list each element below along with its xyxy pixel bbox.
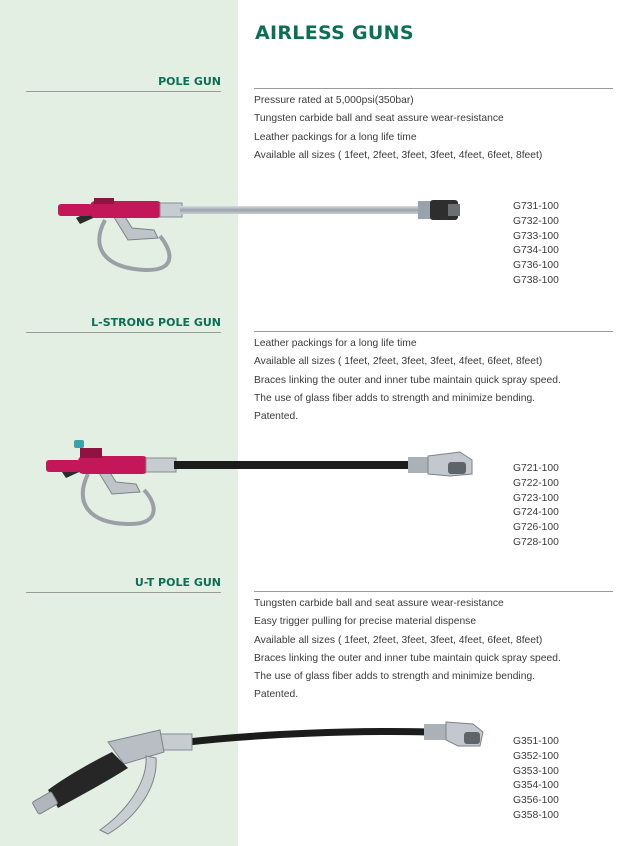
- section-label-l-strong-pole-gun: L-STRONG POLE GUN: [91, 316, 221, 329]
- section-divider-left: [26, 91, 221, 92]
- model-number: G738-100: [513, 274, 559, 286]
- feature-item: Tungsten carbide ball and seat assure wear-resistance: [254, 113, 504, 125]
- section-label-pole-gun: POLE GUN: [158, 75, 221, 88]
- feature-item: Available all sizes ( 1feet, 2feet, 3feet, 3feet, 4feet, 6feet, 8feet): [254, 634, 543, 646]
- feature-item: Available all sizes ( 1feet, 2feet, 3feet, 3feet, 4feet, 6feet, 8feet): [254, 356, 543, 368]
- section-divider-right: [254, 331, 613, 332]
- model-number: G734-100: [513, 245, 559, 257]
- model-number: G724-100: [513, 507, 559, 519]
- model-number-list: [513, 735, 559, 824]
- feature-item: Available all sizes ( 1feet, 2feet, 3feet, 3feet, 4feet, 6feet, 8feet): [254, 149, 543, 161]
- section-divider-left: [26, 332, 221, 333]
- u-t-pole-gun-image: [28, 712, 498, 838]
- model-number: G352-100: [513, 750, 559, 762]
- model-number: G732-100: [513, 215, 559, 227]
- model-number: G728-100: [513, 536, 559, 548]
- l-strong-pole-gun-image: [40, 432, 490, 532]
- model-number: G731-100: [513, 201, 559, 212]
- feature-item: Tungsten carbide ball and seat assure wear-resistance: [254, 598, 504, 609]
- feature-item: Braces linking the outer and inner tube maintain quick spray speed.: [254, 374, 561, 386]
- model-number-list: [513, 200, 559, 289]
- section-divider-right: [254, 591, 613, 592]
- feature-list: [254, 595, 561, 705]
- model-number: G351-100: [513, 736, 559, 747]
- model-number: G736-100: [513, 260, 559, 272]
- section-divider-left: [26, 592, 221, 593]
- model-number: G354-100: [513, 780, 559, 792]
- model-number: G358-100: [513, 809, 559, 821]
- model-number: G356-100: [513, 795, 559, 807]
- pole-gun-image: [50, 178, 490, 278]
- model-number: G723-100: [513, 492, 559, 504]
- feature-item: The use of glass fiber adds to strength and minimize bending.: [254, 671, 536, 683]
- feature-list: [254, 335, 561, 426]
- feature-item: Leather packings for a long life time: [254, 131, 417, 143]
- page-title: AIRLESS GUNS: [255, 22, 414, 44]
- feature-item: Patented.: [254, 411, 299, 423]
- model-number: G721-100: [513, 463, 559, 474]
- feature-item: Braces linking the outer and inner tube maintain quick spray speed.: [254, 652, 561, 664]
- feature-item: Leather packings for a long life time: [254, 338, 417, 349]
- feature-item: Patented.: [254, 689, 299, 701]
- model-number: G722-100: [513, 477, 559, 489]
- section-divider-right: [254, 88, 613, 89]
- model-number-list: [513, 462, 559, 551]
- model-number: G353-100: [513, 765, 559, 777]
- model-number: G726-100: [513, 522, 559, 534]
- feature-item: Easy trigger pulling for precise material dispense: [254, 616, 477, 628]
- section-label-u-t-pole-gun: U-T POLE GUN: [134, 576, 221, 589]
- feature-list: [254, 92, 542, 165]
- feature-item: The use of glass fiber adds to strength and minimize bending.: [254, 392, 536, 404]
- model-number: G733-100: [513, 230, 559, 242]
- feature-item: Pressure rated at 5,000psi(350bar): [254, 95, 414, 106]
